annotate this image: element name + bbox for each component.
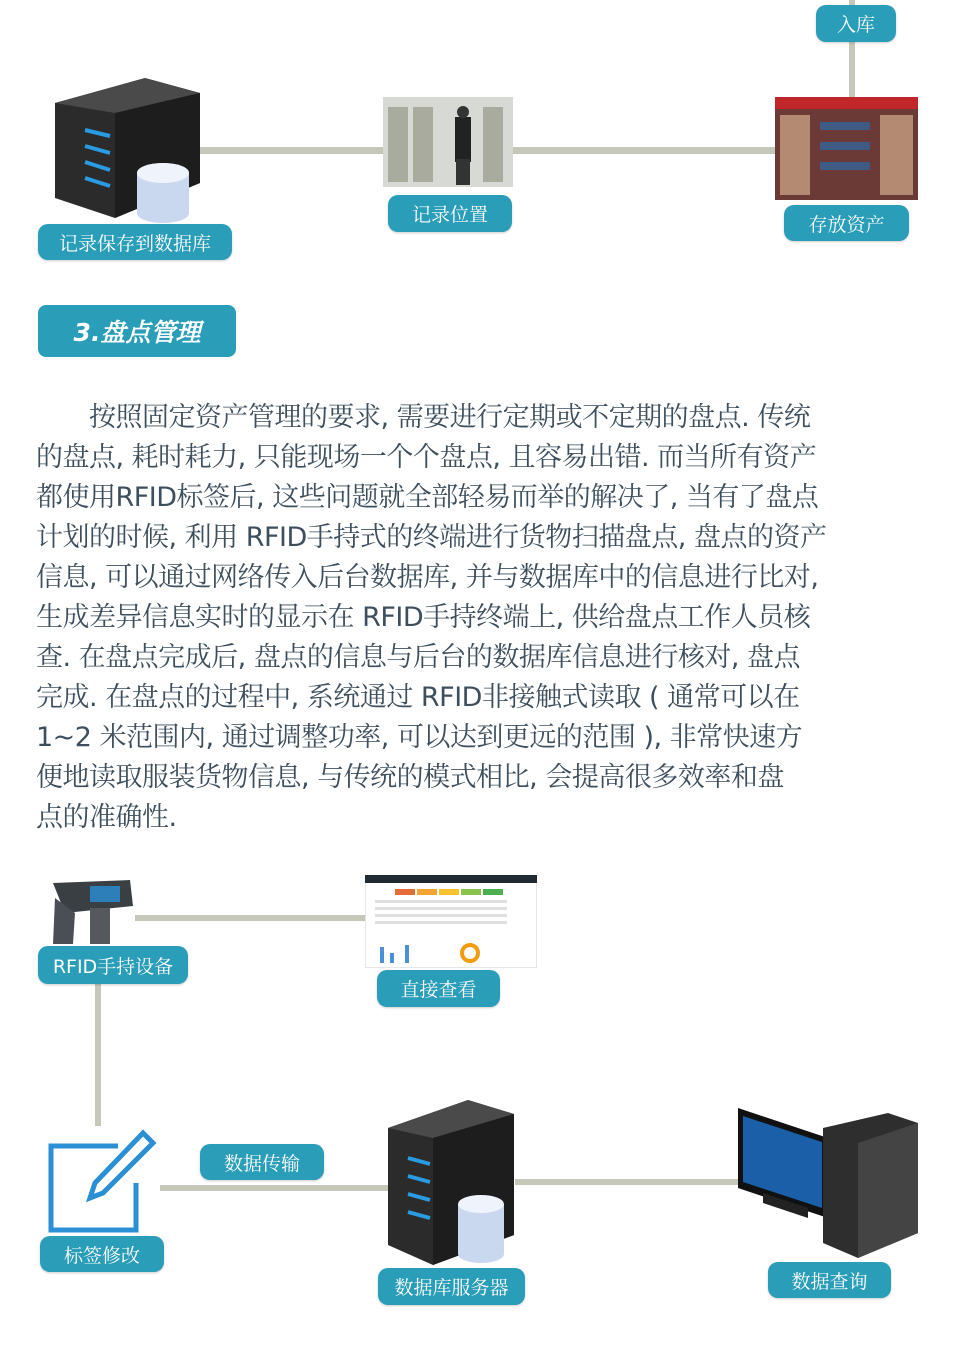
label-db-server: 数据库服务器 (378, 1268, 525, 1305)
label-transfer: 数据传输 (200, 1144, 324, 1180)
storage-photo (775, 97, 918, 200)
text-line: 都使用RFID标签后, 这些问题就全部轻易而举的解决了, 当有了盘点 (36, 482, 819, 513)
connector-line (160, 1185, 390, 1191)
text-line: 信息, 可以通过网络传入后台数据库, 并与数据库中的信息进行比对, (36, 562, 819, 593)
text-line: 1~2 米范围内, 通过调整功率, 可以达到更远的范围 ), 非常快速方 (36, 722, 803, 753)
connector-line (135, 915, 367, 921)
label-handheld: RFID手持设备 (38, 946, 188, 984)
text-line: 查. 在盘点完成后, 盘点的信息与后台的数据库信息进行核对, 盘点 (36, 642, 800, 673)
text-line: 计划的时候, 利用 RFID手持式的终端进行货物扫描盘点, 盘点的资产 (36, 522, 827, 553)
connector-line (515, 1179, 740, 1185)
text-line: 按照固定资产管理的要求, 需要进行定期或不定期的盘点. 传统 (36, 402, 811, 433)
body-paragraph (36, 398, 936, 838)
text-line: 完成. 在盘点的过程中, 系统通过 RFID非接触式读取 ( 通常可以在 (36, 682, 800, 713)
text-line: 便地读取服装货物信息, 与传统的模式相比, 会提高很多效率和盘 (36, 762, 784, 793)
label-store-assets: 存放资产 (784, 205, 909, 241)
db-server-icon (388, 1100, 516, 1265)
server-icon (55, 78, 205, 223)
label-stock-in: 入库 (816, 5, 896, 42)
warehouse-photo (383, 97, 513, 187)
section-title: 3.盘点管理 (38, 305, 236, 357)
label-view: 直接查看 (377, 970, 500, 1007)
text-line: 生成差异信息实时的显示在 RFID手持终端上, 供给盘点工作人员核 (36, 602, 811, 633)
computer-icon (738, 1108, 920, 1258)
label-save-db: 记录保存到数据库 (38, 224, 232, 260)
label-record-location: 记录位置 (388, 195, 512, 232)
dashboard-screenshot (365, 875, 537, 968)
handheld-device-icon (45, 878, 137, 946)
connector-line (95, 984, 101, 1126)
edit-icon (48, 1128, 158, 1234)
label-query: 数据查询 (768, 1262, 891, 1298)
text-line: 点的准确性. (36, 802, 177, 833)
label-tag-edit: 标签修改 (40, 1236, 164, 1272)
text-line: 的盘点, 耗时耗力, 只能现场一个个盘点, 且容易出错. 而当所有资产 (36, 442, 817, 473)
